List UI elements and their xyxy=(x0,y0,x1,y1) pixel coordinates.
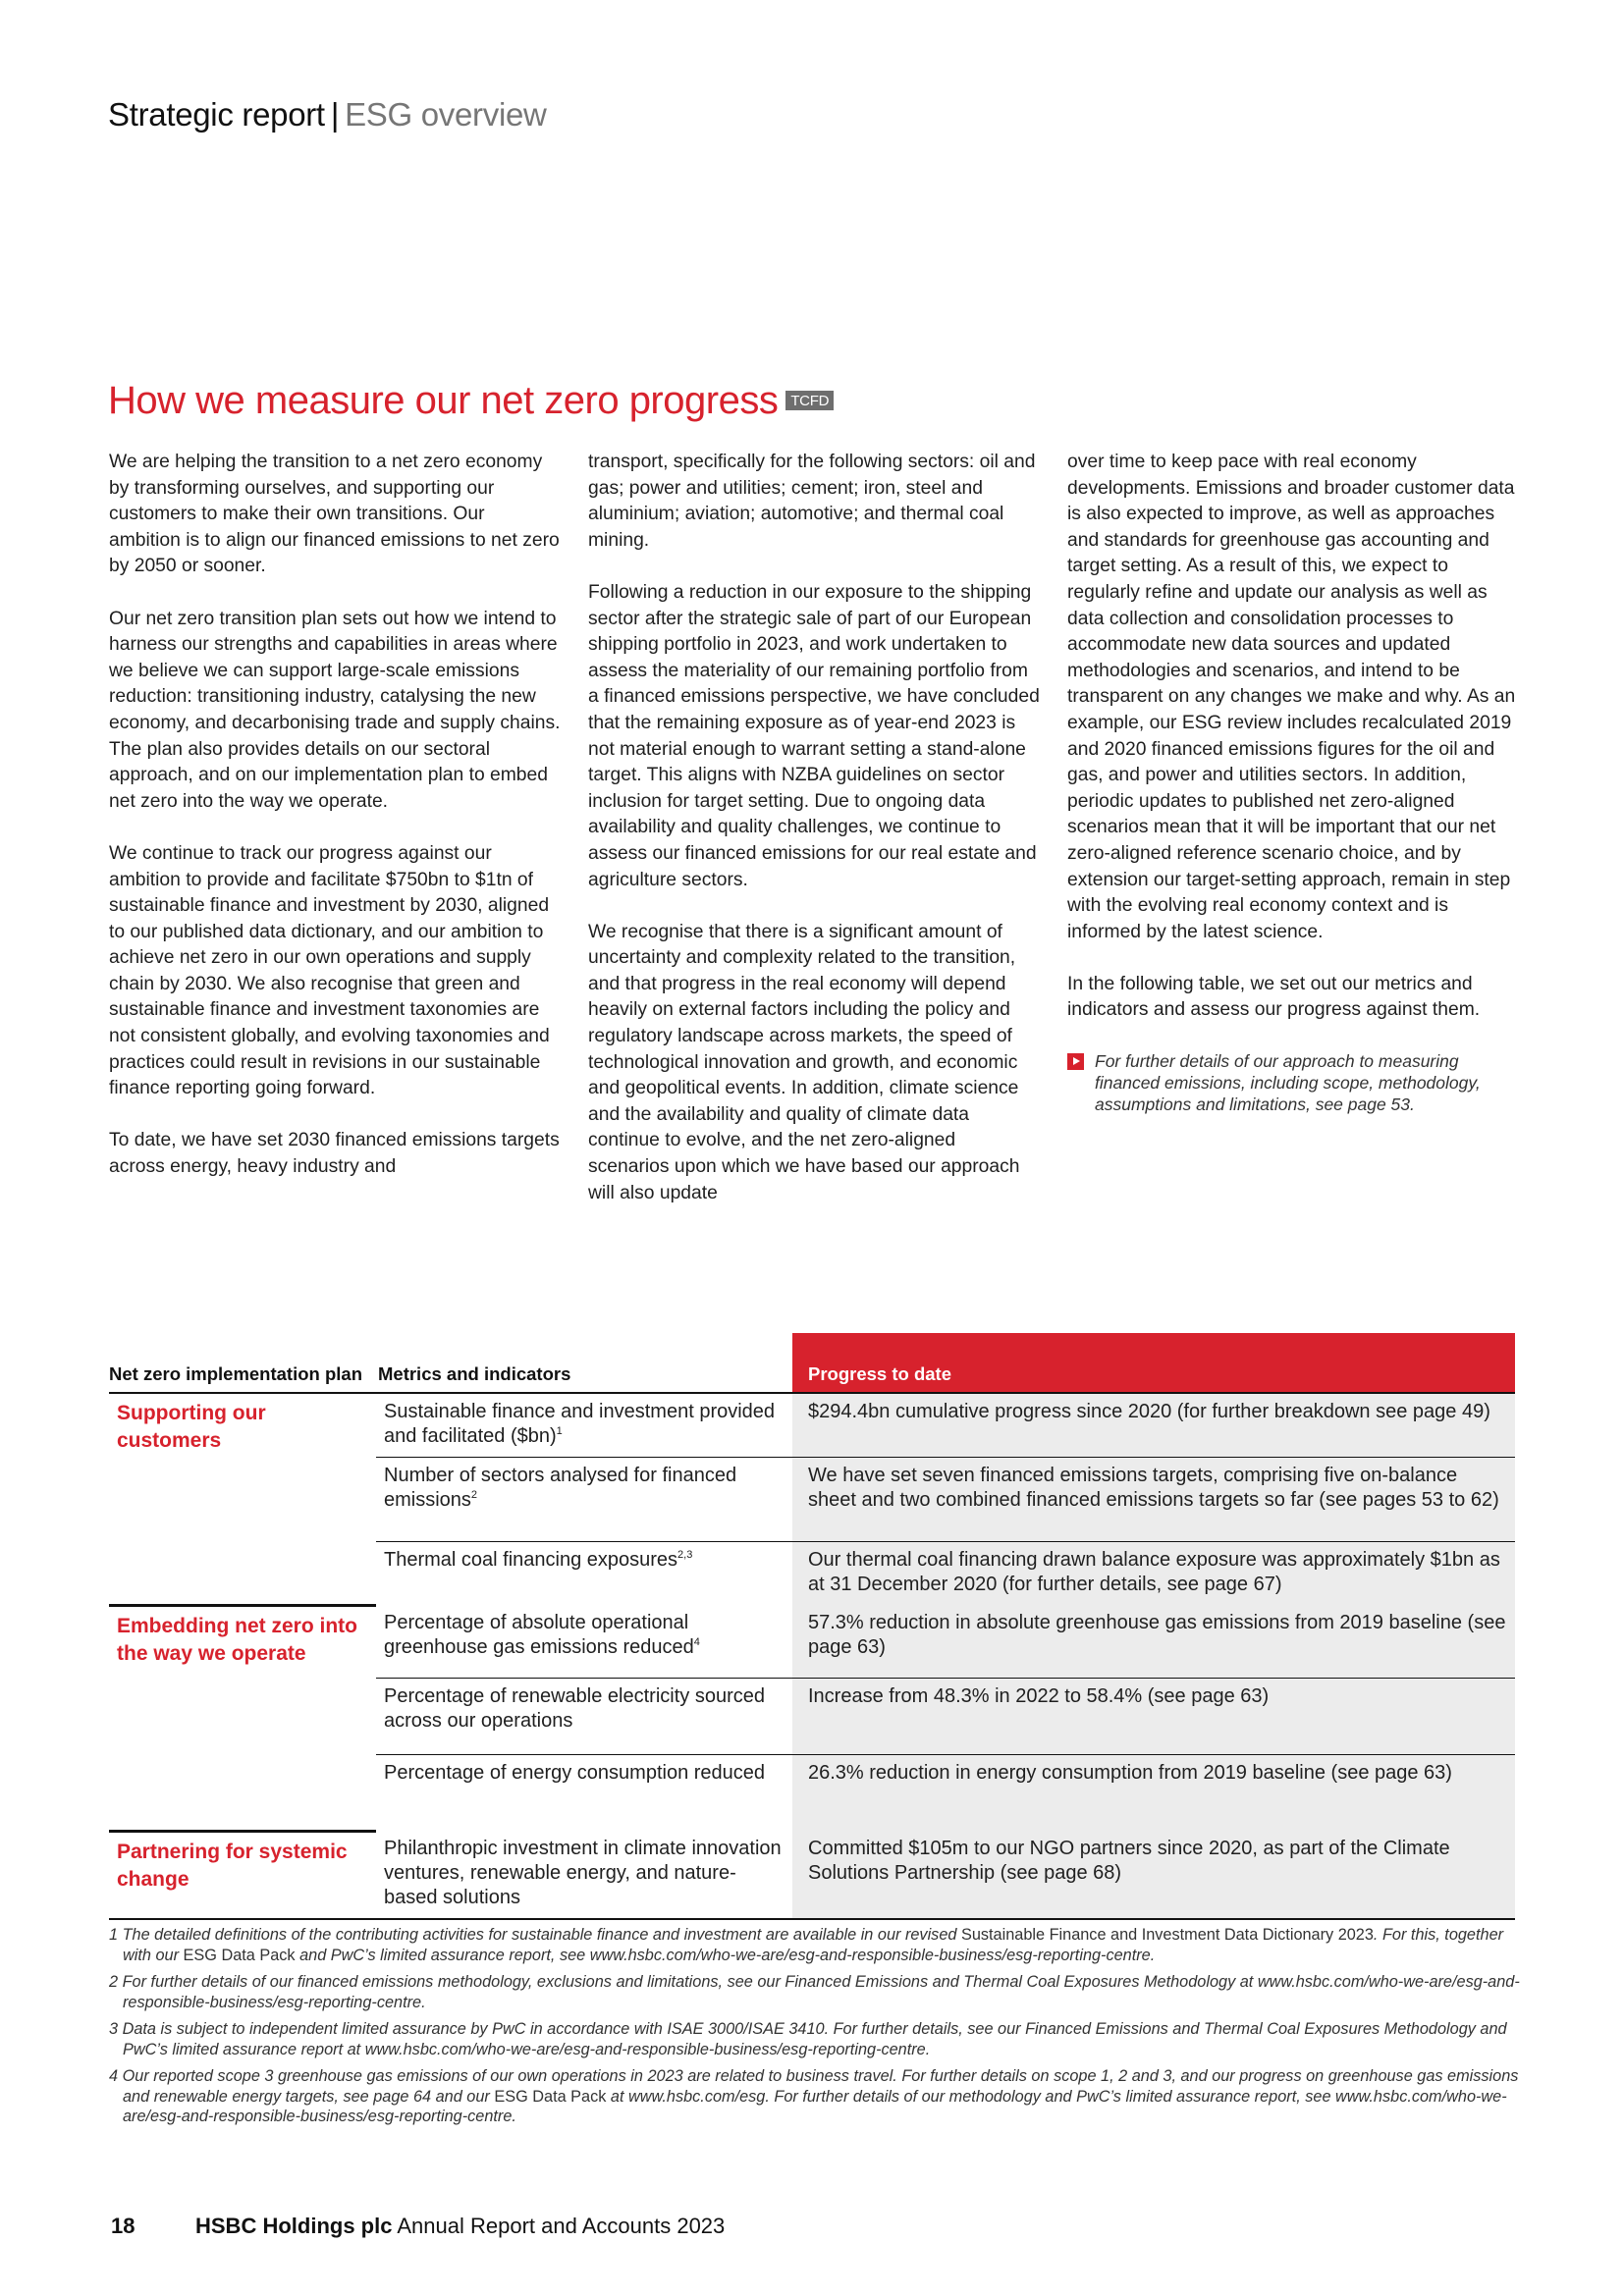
report-name: Annual Report and Accounts 2023 xyxy=(397,2214,726,2238)
metric-text: Philanthropic investment in climate innovation ventures, renewable energy, and nature-based solutions xyxy=(384,1838,782,1908)
footnote xyxy=(109,2019,1523,2059)
metric-cell xyxy=(376,1393,792,1458)
footnote-text: For further details of our financed emissions methodology, exclusions and limitations, see our Financed Emissions and Thermal Coal Exposures Methodology at www.hsbc.com/who-we-are/esg-and-responsible-business/esg-reporting-centre. xyxy=(122,1973,1520,2011)
progress-cell: $294.4bn cumulative progress since 2020 (for further breakdown see page 49) xyxy=(792,1393,1515,1458)
footnote-text: . For this, together with our xyxy=(123,1926,1504,1964)
page-footer xyxy=(111,2214,725,2239)
paragraph: Following a reduction in our exposure to the shipping sector after the strategic sale of part of our European shipping portfolio in 2023, and work undertaken to assess the materiality of our remaining portfolio from a financed emissions perspective, we have concluded that the remaining exposure as of year-end 2023 is not material enough to warrant setting a stand-alone target. This aligns with NZBA guidelines on sector inclusion for target setting. Due to ongoing data availability and quality challenges, we continue to assess our financed emissions for our real estate and agriculture sectors. xyxy=(588,581,1040,890)
plan-cell: Partnering for systemic change xyxy=(109,1831,376,1919)
arrow-right-icon xyxy=(1067,1053,1084,1070)
metric-cell xyxy=(376,1458,792,1542)
body-column-2 xyxy=(588,450,1040,1233)
reference-note-text: For further details of our approach to measuring financed emissions, including scope, methodology, assumptions and limitations, see page 53. xyxy=(1095,1050,1481,1114)
progress-cell: We have set seven financed emissions targets, comprising five on-balance sheet and two combined financed emissions targets so far (see pages 53 to 62) xyxy=(792,1458,1515,1542)
metric-text: Percentage of renewable electricity sourced across our operations xyxy=(384,1684,765,1732)
progress-cell: 57.3% reduction in absolute greenhouse gas emissions from 2019 baseline (see page 63) xyxy=(792,1605,1515,1678)
footnote xyxy=(109,1972,1523,2012)
footnote-ref: 1 xyxy=(556,1425,563,1437)
table-row xyxy=(109,1831,1515,1919)
footnote-text: at www.hsbc.com/esg. For further details of our methodology and PwC’s limited assurance report, see www.hsbc.com/who-we-are/esg-and-responsible-business/esg-reporting-centre. xyxy=(123,2087,1507,2125)
metric-text: Percentage of absolute operational greenhouse gas emissions reduced xyxy=(384,1612,694,1658)
footnote-ref: 2 xyxy=(470,1489,478,1501)
company-name: HSBC Holdings plc xyxy=(195,2214,393,2238)
footnote-ref: 2,3 xyxy=(677,1549,693,1561)
footnote-text: and PwC’s limited assurance report, see www.hsbc.com/who-we-are/esg-and-responsible-business/esg-reporting-centre. xyxy=(295,1946,1156,1964)
progress-cell: Committed $105m to our NGO partners since 2020, as part of the Climate Solutions Partnership (see page 68) xyxy=(792,1831,1515,1919)
paragraph: We are helping the transition to a net zero economy by transforming ourselves, and supporting our customers to make their own transitions. Our ambition is to align our financed emissions to net zero by 2050 or sooner. xyxy=(109,452,560,577)
paragraph: We recognise that there is a significant amount of uncertainty and complexity related to the transition, and that progress in the real economy will depend heavily on external factors including the policy and regulatory landscape across markets, the speed of technological innovation and growth, and economic and geopolitical events. In addition, climate science and the availability and quality of climate data continue to evolve, and the net zero-aligned scenarios upon which we have based our approach will also update xyxy=(588,921,1020,1203)
metric-text: Number of sectors analysed for financed emissions xyxy=(384,1465,737,1511)
table-row xyxy=(109,1393,1515,1458)
section-header xyxy=(108,96,547,133)
table-row xyxy=(109,1605,1515,1678)
footnote xyxy=(109,2066,1523,2127)
section-title: Strategic report xyxy=(108,96,325,133)
progress-cell: 26.3% reduction in energy consumption from 2019 baseline (see page 63) xyxy=(792,1754,1515,1831)
paragraph: over time to keep pace with real economy developments. Emissions and broader customer data is also expected to improve, as well as approaches and standards for greenhouse gas accounting and target setting. As a result of this, we expect to regularly refine and update our analysis as well as data collection and consolidation processes to accommodate new data sources and updated methodologies and scenarios, and intend to be transparent on any changes we make and why. As an example, our ESG review includes recalculated 2019 and 2020 financed emissions figures for the oil and gas, and power and utilities sectors. In addition, periodic updates to published net zero-aligned scenarios mean that it will be important that our net zero-aligned reference scenario choice, and by extension our target-setting approach, remain in step with the evolving real economy context and is informed by the latest science. xyxy=(1067,452,1516,942)
tcfd-badge: TCFD xyxy=(785,391,834,410)
footnote-ref: 4 xyxy=(693,1636,700,1648)
footnote-text: The detailed definitions of the contributing activities for sustainable finance and investment are available in our revised xyxy=(122,1926,961,1944)
footnote-text: ESG Data Pack xyxy=(494,2087,607,2106)
footnote xyxy=(109,1925,1523,1965)
footnotes xyxy=(109,1925,1523,2134)
footnote-number: 1 xyxy=(109,1926,119,1944)
page-number: 18 xyxy=(111,2214,135,2238)
plan-cell: Embedding net zero into the way we operate xyxy=(109,1605,376,1831)
paragraph: To date, we have set 2030 financed emissions targets across energy, heavy industry and xyxy=(109,1130,560,1178)
body-column-1 xyxy=(109,450,561,1206)
footnote-text: Our reported scope 3 greenhouse gas emissions of our own operations in 2023 are related to business travel. For further details on scope 1, 2 and 3, and our progress on greenhouse gas emissions and renewable energy targets, see page 64 and our xyxy=(122,2067,1519,2106)
footnote-text: ESG Data Pack xyxy=(183,1946,296,1964)
reference-note[interactable] xyxy=(1067,1050,1519,1115)
footnote-number: 2 xyxy=(109,1973,119,1991)
metric-cell xyxy=(376,1605,792,1678)
subsection-title: ESG overview xyxy=(345,96,547,133)
table-header-row xyxy=(109,1333,1515,1393)
footnote-number: 3 xyxy=(109,2020,119,2038)
footnote-text: Data is subject to independent limited assurance by PwC in accordance with ISAE 3000/ISAE 3410. For further details, see our Financed Emissions and Thermal Coal Exposures Methodology and PwC’s limited assurance report at www.hsbc.com/who-we-are/esg-and-responsible-business/esg-reporting-centre. xyxy=(122,2020,1507,2058)
footnote-text: Sustainable Finance and Investment Data Dictionary 2023 xyxy=(960,1926,1374,1944)
header-metrics: Metrics and indicators xyxy=(376,1333,792,1393)
paragraph: Our net zero transition plan sets out how we intend to harness our strengths and capabilities in areas where we believe we can support large-scale emissions reduction: transitioning industry, catalysing the new economy, and decarbonising trade and supply chains. The plan also provides details on our sectoral approach, and on our implementation plan to embed net zero into the way we operate. xyxy=(109,608,561,812)
metric-cell xyxy=(376,1831,792,1919)
plan-cell: Supporting our customers xyxy=(117,1402,266,1452)
metric-text: Thermal coal financing exposures xyxy=(384,1549,678,1571)
page-title xyxy=(108,379,834,423)
header-plan: Net zero implementation plan xyxy=(109,1333,376,1393)
metric-cell xyxy=(376,1678,792,1754)
footnote-number: 4 xyxy=(109,2067,119,2085)
progress-cell: Our thermal coal financing drawn balance exposure was approximately $1bn as at 31 December 2020 (for further details, see page 67) xyxy=(792,1542,1515,1606)
header-progress: Progress to date xyxy=(792,1333,1515,1393)
table-body xyxy=(109,1393,1515,1919)
body-column-3 xyxy=(1067,450,1519,1115)
metric-text: Percentage of energy consumption reduced xyxy=(384,1761,766,1784)
net-zero-progress-table xyxy=(109,1333,1515,1920)
page-title-text: How we measure our net zero progress xyxy=(108,379,779,422)
paragraph: transport, specifically for the following sectors: oil and gas; power and utilities; cement; iron, steel and aluminium; aviation; automotive; and thermal coal mining. xyxy=(588,452,1036,551)
paragraph: We continue to track our progress against our ambition to provide and facilitate $750bn to $1tn of sustainable finance and investment by 2030, aligned to our published data dictionary, and our ambition to achieve net zero in our own operations and supply chain by 2030. We also recognise that green and sustainable finance and investment taxonomies are not consistent globally, and evolving taxonomies and practices could result in revisions in our sustainable finance reporting going forward. xyxy=(109,842,550,1099)
metric-cell xyxy=(376,1542,792,1606)
section-separator: | xyxy=(330,96,340,133)
metric-text: Sustainable finance and investment provided and facilitated ($bn) xyxy=(384,1401,776,1447)
paragraph: In the following table, we set out our metrics and indicators and assess our progress against them. xyxy=(1067,973,1481,1021)
metric-cell xyxy=(376,1754,792,1831)
progress-cell: Increase from 48.3% in 2022 to 58.4% (see page 63) xyxy=(792,1678,1515,1754)
